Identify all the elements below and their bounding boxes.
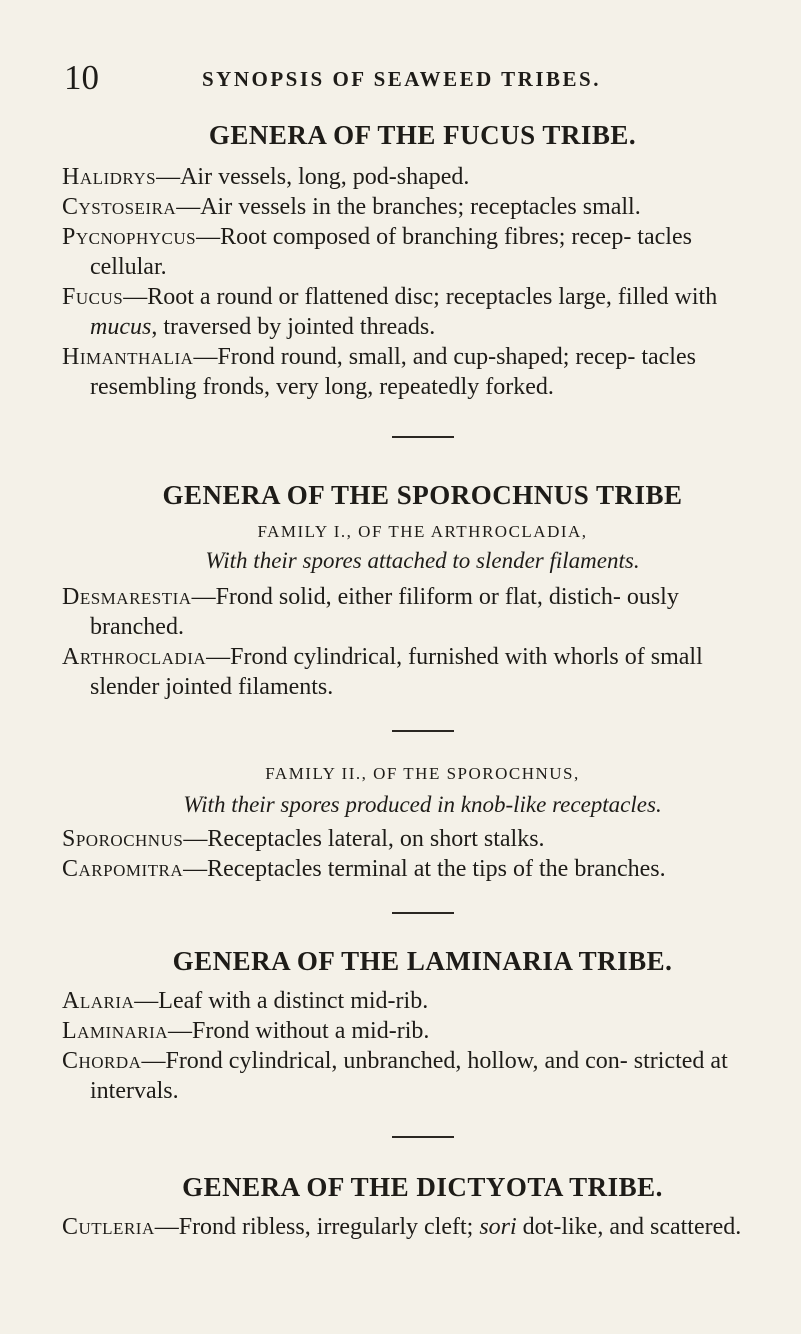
entry-chorda: Chorda—Frond cylindrical, unbranched, hollow, and con- stricted at intervals. bbox=[62, 1048, 728, 1104]
laminaria-heading: GENERA OF THE LAMINARIA TRIBE. bbox=[172, 946, 673, 976]
entry-alaria: Alaria—Leaf with a distinct mid-rib. bbox=[62, 988, 429, 1014]
entry-cutleria: Cutleria—Frond ribless, irregularly cleft; sori dot-like, and scattered. bbox=[62, 1214, 742, 1240]
family-1-label: FAMILY I., OF THE ARTHROCLADIA, bbox=[257, 522, 588, 541]
entry-halidrys: Halidrys—Air vessels, long, pod-shaped. bbox=[62, 164, 470, 190]
entry-pycnophycus: Pycnophycus—Root composed of branching fibres; recep- tacles cellular. bbox=[62, 224, 692, 280]
page-number: 10 bbox=[64, 58, 99, 97]
entry-laminaria: Laminaria—Frond without a mid-rib. bbox=[62, 1018, 430, 1044]
dictyota-heading: GENERA OF THE DICTYOTA TRIBE. bbox=[182, 1172, 663, 1202]
section-divider bbox=[392, 912, 454, 914]
entry-fucus: Fucus—Root a round or flattened disc; receptacles large, filled with mucus, traversed by jointed threads. bbox=[62, 284, 718, 340]
family-2-entries bbox=[0, 824, 801, 884]
family-2-subtitle: With their spores produced in knob-like receptacles. bbox=[183, 792, 662, 817]
section-divider bbox=[392, 1136, 454, 1138]
section-divider bbox=[392, 436, 454, 438]
laminaria-entries bbox=[0, 986, 801, 1106]
family-2-label: FAMILY II., OF THE SPOROCHNUS, bbox=[265, 764, 580, 783]
section-divider bbox=[392, 730, 454, 732]
entry-arthrocladia: Arthrocladia—Frond cylindrical, furnished with whorls of small slender jointed filaments. bbox=[62, 644, 703, 700]
dictyota-entries bbox=[0, 1212, 801, 1242]
fucus-heading: GENERA OF THE FUCUS TRIBE. bbox=[208, 120, 637, 150]
family-1-entries bbox=[0, 582, 801, 702]
running-title: SYNOPSIS OF SEAWEED TRIBES. bbox=[202, 67, 601, 91]
page-body bbox=[0, 100, 801, 1242]
entry-himanthalia: Himanthalia—Frond round, small, and cup-shaped; recep- tacles resembling fronds, very long, repeatedly forked. bbox=[62, 344, 696, 400]
sporochnus-heading: GENERA OF THE SPOROCHNUS TRIBE bbox=[162, 480, 683, 510]
family-1-subtitle: With their spores attached to slender filaments. bbox=[205, 548, 640, 573]
entry-carpomitra: Carpomitra—Receptacles terminal at the tips of the branches. bbox=[62, 856, 666, 882]
entry-desmarestia: Desmarestia—Frond solid, either filiform or flat, distich- ously branched. bbox=[62, 584, 679, 640]
fucus-entries bbox=[0, 162, 801, 402]
entry-cystoseira: Cystoseira—Air vessels in the branches; receptacles small. bbox=[62, 194, 641, 220]
running-head bbox=[64, 58, 761, 98]
entry-sporochnus: Sporochnus—Receptacles lateral, on short stalks. bbox=[62, 826, 545, 852]
